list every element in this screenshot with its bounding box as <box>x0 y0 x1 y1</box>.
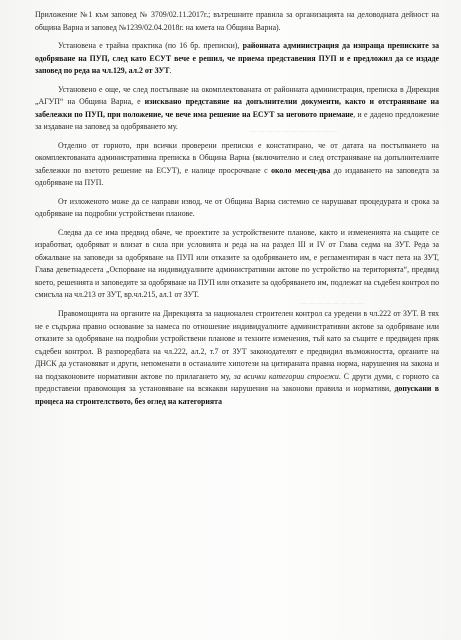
emphasized-text: районната администрация да изпраща преписките за одобряване на ПУП, след като ЕСУТ вече е решил, че приема представения ПУП и е предложил да се издаде заповед по реда на чл.129, ал.2 от ЗУТ <box>35 41 440 76</box>
emphasized-text: изисквано представяне на допълнителни документи, както и отстраняване на забележки по ПУП, при положение, че вече има решение на ЕСУТ за неговото приемане <box>35 97 439 119</box>
paragraph-text: Отделно от горното, при всички проверени преписки е констатирано, че от датата на постъпването на окомплектованата административна преписка в Община Варна (включително и след отстраняване на допълнителните забележки по взетото решение на ЕСУТ), е налице просрочване с <box>35 140 439 175</box>
document-body <box>35 9 439 414</box>
paragraph-text: . <box>169 66 172 76</box>
show-through-text-1: — — — — — — — — — — — <box>250 128 338 135</box>
emphasized-text: около месец-два <box>271 165 331 175</box>
paragraph-text: Приложение №1 към заповед № 3709/02.11.2017г.; вътрешните правила за организацията на деловодната дейност на община Варна и заповед №1239/02.04.2018г. на кмета на Община Варна). <box>35 10 439 32</box>
paragraph-p6 <box>35 308 439 408</box>
show-through-text-2: — — — — — — — — <box>300 300 364 307</box>
paragraph-text: Правомощията на органите на Дирекцията за национален строителен контрол са уредени в чл.222 от ЗУТ. В тях не е съдържа правно основание за намеса по отношение индивидуалните административни актове за одобряване или отказите за одобряване на подробни устройствени планове и техните изменения, тъй като за същите е предвиден пряк съдебен контрол. В разпоредбата на чл.222, ал.2, т.7 от ЗУТ законодателят е предвидил възможността, органите на ДНСК да установяват и други, непоменати в останалите хипотези на цитираната правна норма, нарушения на закона и на подзаконовите нормативни актове по прилагането му, <box>35 309 439 381</box>
paragraph-text: , и е дадено предложение за издаване на заповед за одобряването му. <box>35 109 439 132</box>
paragraph-p3 <box>35 140 439 190</box>
paragraph-p5 <box>35 227 439 302</box>
paragraph-p1 <box>35 40 439 78</box>
paragraph-p2 <box>35 84 439 134</box>
paragraph-text: . С други думи, с горното са предоставени правомощия за установяване на всякакви нарушения на законови правила и нормативи, <box>35 371 440 394</box>
emphasized-text: допускани в процеса на строителството, без оглед на категорията <box>35 384 439 406</box>
paragraph-text: до издаването на заповедта за одобряване на ПУП. <box>35 165 439 188</box>
paragraph-p0 <box>35 9 439 34</box>
paragraph-text: От изложеното може да се направи извод, че от Община Варна системно се нарушават процедурата и срока за одобряване на подробни устройствени планове. <box>35 196 439 219</box>
paragraph-text: Установено е още, че след постъпване на окомплектованата от районната администрация, преписка в Дирекция „АГУП“ на Община Варна, е <box>35 84 439 107</box>
paragraph-text: Установена е трайна практика (по 16 бр. преписки), <box>58 41 243 51</box>
paragraph-text: Следва да се има предвид обаче, че проектите за устройствените планове, както и измененията на същите се изработват, одобряват и влизат в сила при условията и реда на на раздел III и IV от Глава седма на ЗУТ. Реда за обжалване на заповеди за одобряване на ПУП или отказите за одобряването им, е регламентиран в част пета на ЗУТ, Глава деветнадесета „Оспорване на индивидуалните административни актове по устройство на територията“, предвид което, решенията и заповедите за одобряване на ПУП или отказите за одобряването им, подлежат на съдебен контрол по смисъла на чл.213 от ЗУТ, вр.чл.215, ал.1 от ЗУТ. <box>35 227 439 300</box>
paragraph-p4 <box>35 196 439 221</box>
italic-text: за всички категории строежи <box>233 371 339 381</box>
